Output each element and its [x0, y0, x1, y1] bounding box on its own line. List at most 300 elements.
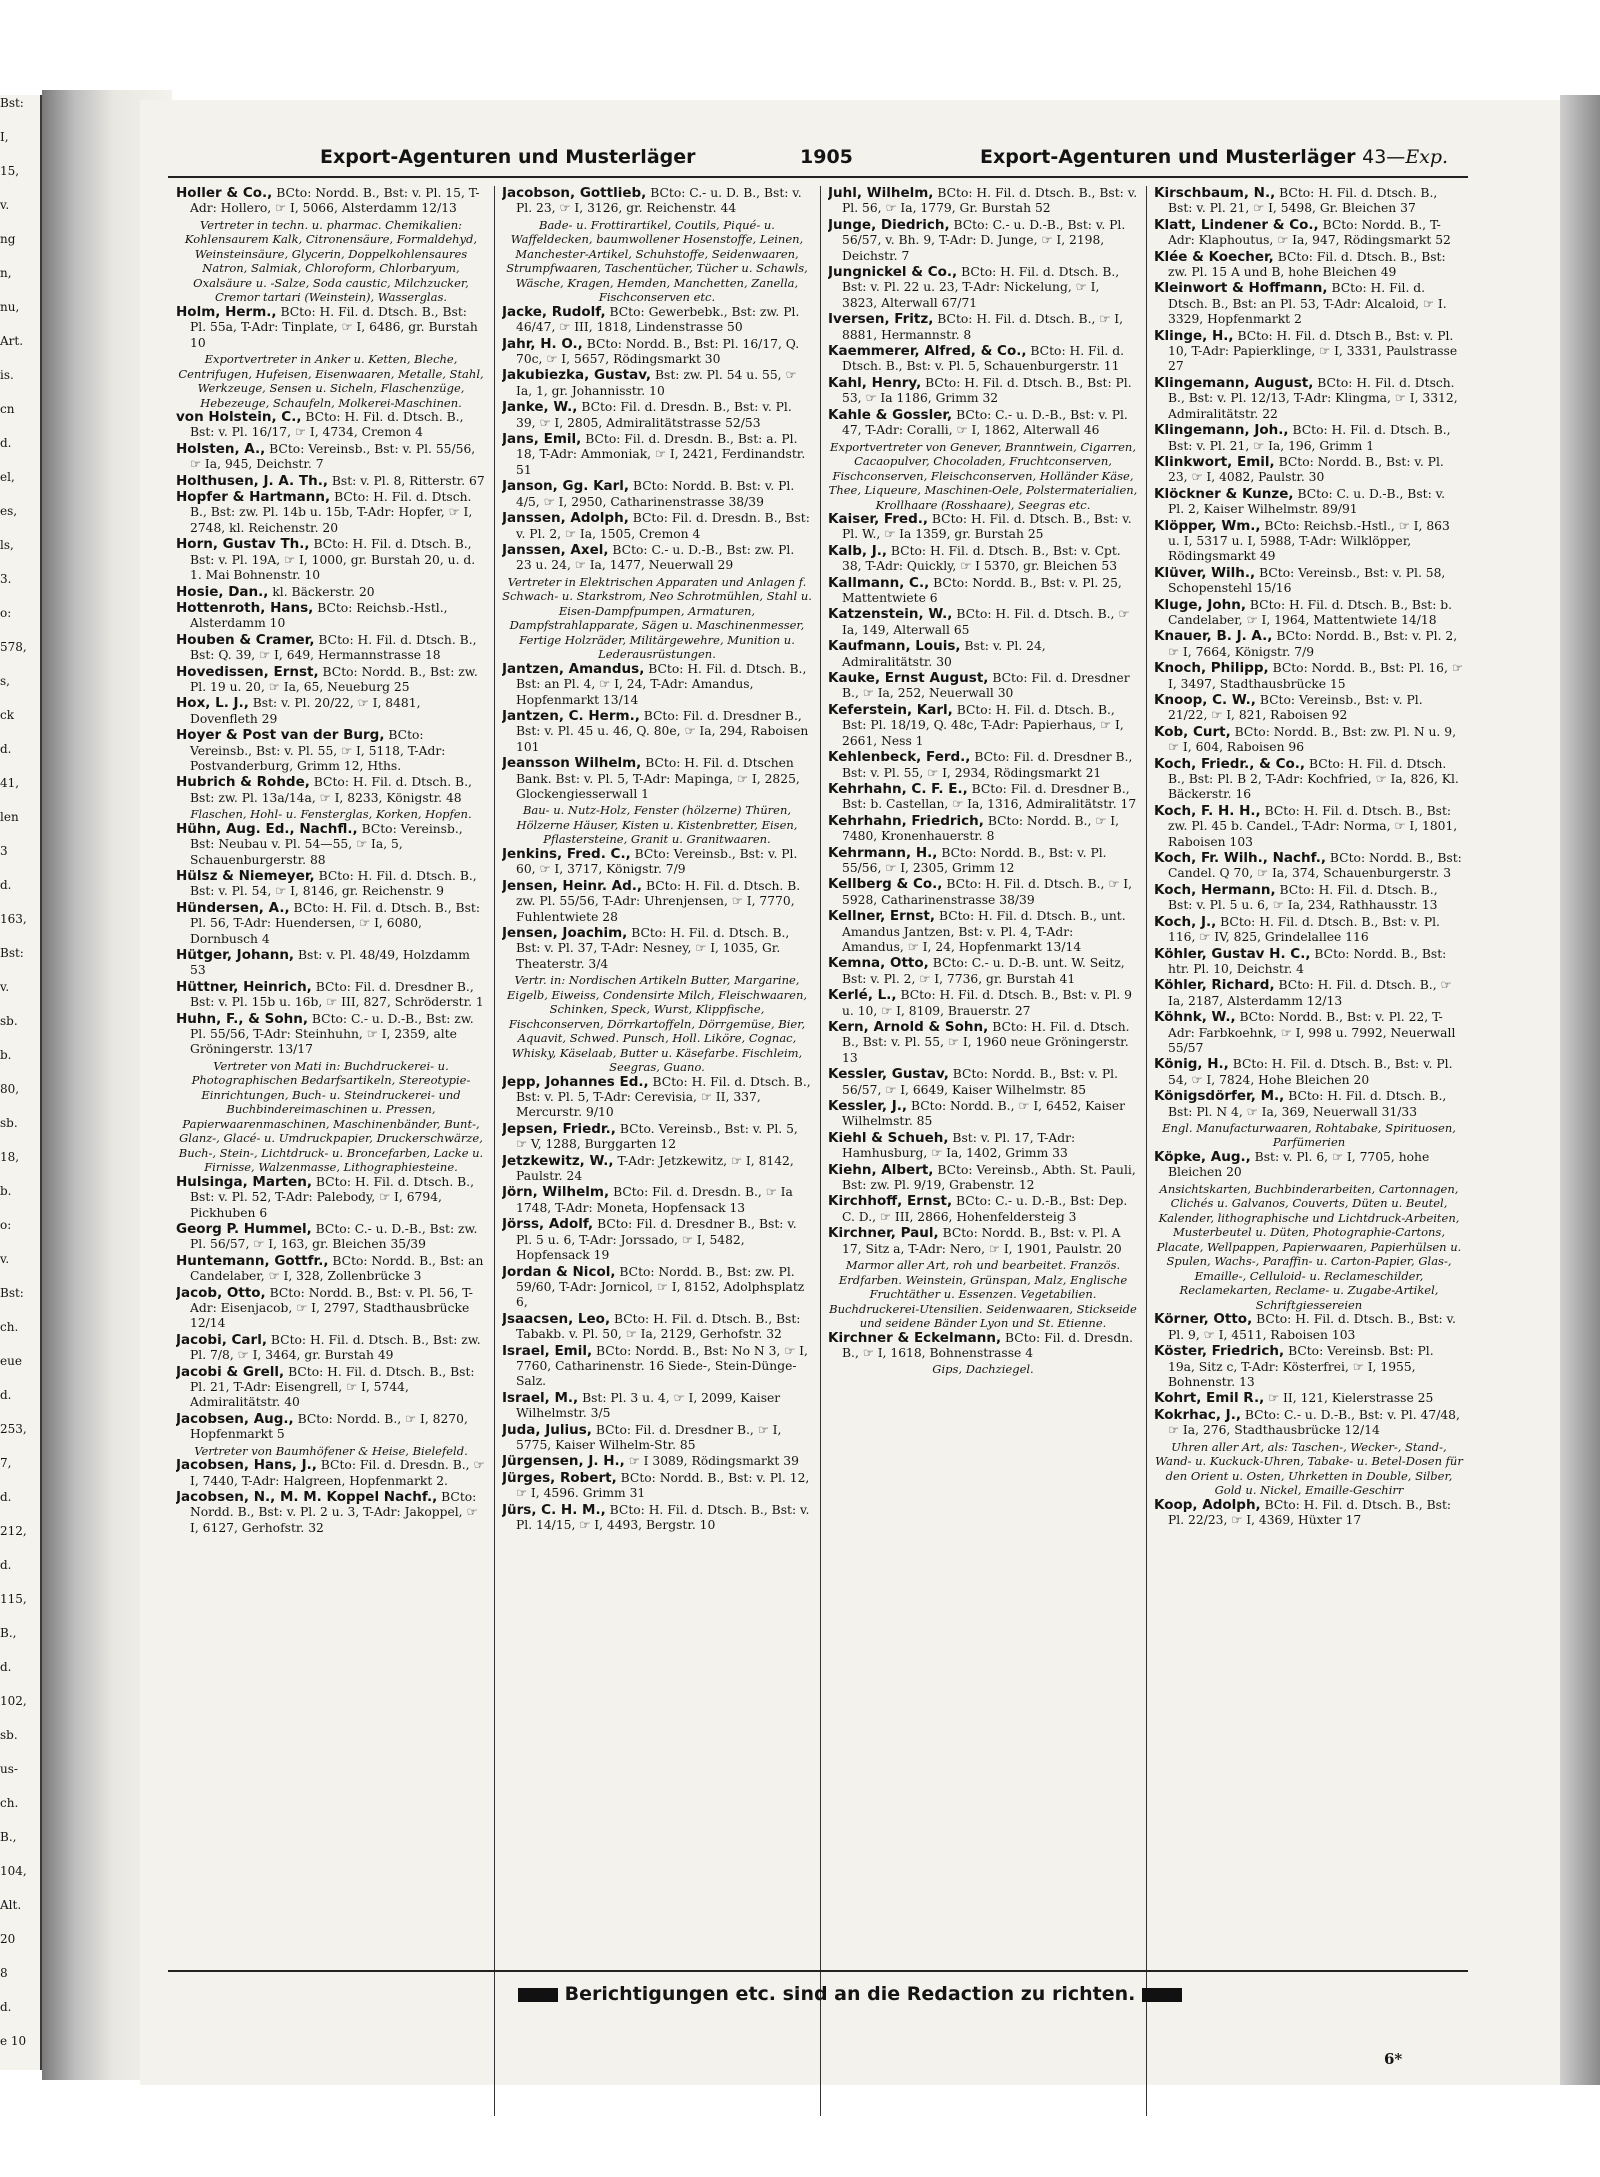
- directory-entry: [176, 1458, 486, 1489]
- directory-entry: [828, 265, 1138, 311]
- directory-entry: [176, 442, 486, 473]
- cut-text-fragment: I,: [0, 130, 9, 144]
- firm-name: Jörn, Wilhelm,: [502, 1184, 610, 1201]
- entry-details: BCto: Nordd. B., Bst: v. Pl. 56, T-Adr: Eisenjacob, ☞ I, 2797, Stadthausbrücke 12/14: [190, 1285, 473, 1331]
- cut-text-fragment: n,: [0, 266, 12, 280]
- entry-details: Bst: v. Pl. 20/22, ☞ I, 8481, Dovenfleth 29: [190, 696, 421, 726]
- entry-details: BCto: Nordd. B., Bst: No N 3, ☞ I, 7760, Catharinenstr. 16 Siede-, Stein-Dünge-Salz.: [516, 1343, 808, 1389]
- entry-details: BCto: Reichsb.-Hstl., Alsterdamm 10: [190, 600, 448, 631]
- entry-details: BCto: C.- u. D.-B., Bst: zw. Pl. 56/57, ☞ I, 163, gr. Bleichen 35/39: [190, 1222, 478, 1252]
- firm-name: Knoch, Philipp,: [1154, 660, 1269, 677]
- entry-details: BCto: H. Fil. d. Dtsch. B., Bst: Pl. 55a, T-Adr: Tinplate, ☞ I, 6486, gr. Burstah 10: [190, 304, 478, 350]
- firm-name: Kehrhahn, Friedrich,: [828, 812, 984, 829]
- directory-entry: [502, 1503, 812, 1534]
- entry-details: BCto: Nordd. B., Bst: v. Pl. 2 u. 3, T-Adr: Jakoppel, ☞ I, 6127, Gerhofstr. 32: [190, 1490, 478, 1535]
- firm-name: Kellner, Ernst,: [828, 908, 936, 925]
- firm-name: Jacke, Rudolf,: [502, 303, 606, 320]
- cut-text-fragment: v.: [0, 198, 10, 212]
- directory-entry: [828, 1099, 1138, 1130]
- cut-text-fragment: 104,: [0, 1864, 27, 1878]
- directory-entry: [828, 639, 1138, 670]
- entry-details: BCto: H. Fil. d. Dtsch. B., Bst: v. Pl. W., ☞ Ia 1359, gr. Burstah 25: [842, 512, 1132, 542]
- entry-details: BCto: Fil. d. Dresdn. B., ☞ Ia 1748, T-Adr: Moneta, Hopfensack 13: [516, 1185, 793, 1215]
- representation-note: Exportvertreter von Genever, Branntwein, Cigarren, Cacaopulver, Chocoladen, Fruchtconserven, Fischconserven, Fleischconserven, Holländer Käse, Thee, Liqueure, Maschinen-Oele, Polstermaterialien, Krollhaare (Rosshaare), Seegras etc.: [828, 439, 1138, 512]
- directory-entry: [828, 1020, 1138, 1066]
- representation-note: Vertr. in: Nordischen Artikeln Butter, Margarine, Eigelb, Eiweiss, Condensirte Milch, Fleischwaaren, Schinken, Speck, Wurst, Klippfische, Fischconserven, Dörrkartoffeln, Dörrgemüse, Bier, Aquavit, Schwed. Punsch, Holl. Liköre, Cognac, Whisky, Käselaab, Butter u. Käsefarbe. Fischleim, Seegras, Guano.: [506, 973, 808, 1075]
- entry-details: BCto: Nordd. B., Bst: v. Pl. 15, T-Adr: Hollero, ☞ I, 5066, Alsterdamm 12/13: [190, 186, 480, 216]
- entry-details: BCto: Fil. d. Dresdner B., Bst: v. Pl. 45 u. 46, Q. 80e, ☞ Ia, 294, Raboisen 101: [516, 708, 809, 754]
- cut-text-fragment: 41,: [0, 776, 20, 790]
- directory-entry: [502, 1075, 812, 1121]
- entry-details: BCto: Fil. d. Dresdn. B., Bst: a. Pl. 18, T-Adr: Ammoniak, ☞ I, 2421, Ferdinandstr. 51: [516, 432, 806, 477]
- cut-text-fragment: 163,: [0, 912, 27, 926]
- directory-entry: [1154, 947, 1464, 978]
- representation-note: Bade- u. Frottirartikel, Coutils, Piqué- u. Waffeldecken, baumwollener Hosenstoffe, Leinen, Manchester-Artikel, Schuhstoffe, Seidenwaaren, Strumpfwaaren, Taschentücher, Tücher u. Schawls, Wäsche, Kragen, Hemden, Manchetten, Zanella, Fischconserven etc.: [506, 217, 808, 305]
- entry-details: BCto: H. Fil. d. Dtsch. B., Bst: Q. 39, ☞ I, 649, Hermannstrasse 18: [190, 632, 477, 663]
- directory-entry: [828, 218, 1138, 264]
- representation-note: Flaschen, Hohl- u. Fensterglas, Korken, Hopfen.: [190, 807, 472, 822]
- directory-entry: [502, 879, 812, 925]
- representation-note: Bau- u. Nutz-Holz, Fenster (hölzerne) Thüren, Hölzerne Häuser, Kisten u. Kistenbretter, Eisen, Pflastersteine, Granit u. Granitwaaren.: [516, 803, 798, 847]
- firm-name: Klatt, Lindener & Co.,: [1154, 216, 1319, 233]
- directory-entry: [1154, 725, 1464, 756]
- firm-name: Hüttner, Heinrich,: [176, 978, 312, 995]
- entry-details: BCto: Nordd. B., T-Adr: Klaphoutus, ☞ Ia, 947, Rödingsmarkt 52: [1168, 217, 1451, 248]
- entry-details: BCto: H. Fil. d. Dtsch. B., Bst: v. Pl. 56, ☞ Ia, 1779, Gr. Burstah 52: [842, 186, 1138, 216]
- entry-details: BCto: H. Fil. d. Dtsch. B., Bst: v. Pl. 37, T-Adr: Nesney, ☞ I, 1035, Gr. Theaterstr. 3/4: [516, 925, 790, 971]
- firm-name: Hosie, Dan.,: [176, 583, 269, 600]
- entry-details: BCto: Nordd. B., ☞ I, 6452, Kaiser Wilhelmstr. 85: [842, 1099, 1126, 1129]
- cut-text-fragment: 3: [0, 844, 8, 858]
- entry-details: BCto: Fil. d. Dresdn. B., Bst: v. Pl. 2, ☞ Ia, 1505, Cremon 4: [516, 511, 810, 541]
- cut-text-fragment: Alt.: [0, 1898, 22, 1912]
- firm-name: Köster, Friedrich,: [1154, 1343, 1285, 1360]
- page-top-margin: [0, 0, 1600, 80]
- entry-details: BCto: H. Fil. d. Dtsch. B., Bst: Pl. 22/23, ☞ I, 4369, Hüxter 17: [1168, 1497, 1452, 1527]
- firm-name: Jürges, Robert,: [502, 1469, 617, 1486]
- directory-entry: [176, 1175, 486, 1221]
- entry-details: BCto: H. Fil. d. Dtsch. B., Bst: v. Cpt. 38, T-Adr: Quickly, ☞ I 5370, gr. Bleichen 53: [842, 543, 1121, 574]
- header-right: [980, 146, 1448, 168]
- firm-name: Jacobson, Gottlieb,: [502, 186, 647, 201]
- firm-name: Holler & Co.,: [176, 186, 273, 201]
- firm-name: Königsdörfer, M.,: [1154, 1088, 1285, 1105]
- firm-name: Jantzen, C. Herm.,: [502, 707, 640, 724]
- cut-text-fragment: cn: [0, 402, 15, 416]
- entry-details: BCto: H. Fil. d. Dtsch. B., Bst: v. Pl. 19A, ☞ I, 1000, gr. Burstah 20, u. d. 1. Mai Bohnenstr. 10: [190, 537, 476, 583]
- firm-name: Hündersen, A.,: [176, 899, 290, 916]
- pointing-hand-left-icon: [518, 1988, 558, 2002]
- previous-page-edge: [0, 95, 42, 2070]
- firm-name: Kahl, Henry,: [828, 374, 922, 391]
- directory-entry: [1154, 1408, 1464, 1439]
- directory-entry: [1154, 376, 1464, 422]
- firm-name: Knauer, B. J. A.,: [1154, 628, 1273, 645]
- entry-details: BCto: Nordd. B., ☞ I, 7480, Kronenhauerstr. 8: [842, 813, 1119, 844]
- entry-details: BCto: Vereinsb., Bst: Neubau v. Pl. 54—55, ☞ Ia, 5, Schauenburgerstr. 88: [190, 821, 463, 867]
- firm-name: Köhler, Richard,: [1154, 977, 1275, 994]
- directory-entry: [828, 376, 1138, 407]
- directory-entry: [502, 337, 812, 368]
- firm-name: Holm, Herm.,: [176, 303, 277, 320]
- firm-name: Keferstein, Karl,: [828, 701, 953, 718]
- directory-entry: [1154, 250, 1464, 281]
- entry-details: BCto: H. Fil. d. Dtsch. B., Bst: an Pl. 53, T-Adr: Alcaloid, ☞ I. 3329, Hopfenmarkt 2: [1168, 281, 1447, 327]
- entry-details: Bst: v. Pl. 6, ☞ I, 7705, hohe Bleichen 20: [1168, 1149, 1430, 1180]
- cut-text-fragment: el,: [0, 470, 15, 484]
- directory-entry: [828, 956, 1138, 987]
- entry-details: BCto: Fil. d. Dresdn. B., ☞ I, 7440, T-Adr: Halgreen, Hopfenmarkt 2.: [190, 1458, 485, 1488]
- entry-details: BCto: C. u. D.-B., Bst: v. Pl. 2, Kaiser Wilhelmstr. 89/91: [1168, 486, 1446, 517]
- entry-details: BCto: Vereinsb., Bst: v. Pl. 60, ☞ I, 3717, Königstr. 7/9: [516, 846, 798, 877]
- directory-entry: [1154, 566, 1464, 597]
- firm-name: Hütger, Johann,: [176, 946, 295, 963]
- firm-name: Kessler, Gustav,: [828, 1066, 949, 1083]
- entry-details: BCto: Vereinsb., Bst: v. Pl. 21/22, ☞ I, 821, Raboisen 92: [1168, 693, 1423, 723]
- directory-entry: [176, 948, 486, 979]
- cut-text-fragment: ng: [0, 232, 16, 246]
- entry-details: BCto: Fil. d. Dresdner B., ☞ I, 5775, Kaiser Wilhelm-Str. 85: [516, 1422, 782, 1452]
- entry-details: BCto: H. Fil. d. Dtschen Bank. Bst: v. Pl. 5, T-Adr: Mapinga, ☞ I, 2825, Glockengiesserwall 1: [516, 756, 800, 801]
- entry-details: BCto: C.- u. D.-B., Bst: zw. Pl. 23 u. 24, ☞ Ia, 1477, Neuerwall 29: [516, 542, 795, 573]
- directory-entry: [176, 1490, 486, 1536]
- firm-name: Koop, Adolph,: [1154, 1496, 1261, 1513]
- firm-name: Koch, Friedr., & Co.,: [1154, 755, 1306, 772]
- firm-name: Georg P. Hummel,: [176, 1221, 312, 1237]
- directory-entry: [1154, 1391, 1464, 1406]
- firm-name: Klingemann, August,: [1154, 374, 1314, 391]
- firm-name: von Holstein, C.,: [176, 409, 302, 426]
- entry-details: BCto: Nordd. B., Bst: v. Pl. 55/56, ☞ I, 2305, Grimm 12: [842, 845, 1107, 875]
- entry-details: BCto: H. Fil. d. Dtsch. B., Bst: Tabakb. v. Pl. 50, ☞ Ia, 2129, Gerhofstr. 32: [516, 1311, 801, 1342]
- cut-text-fragment: nu,: [0, 300, 20, 314]
- directory-entry: [828, 909, 1138, 955]
- header-section-abbr: Exp.: [1405, 146, 1449, 168]
- directory-entry: [828, 544, 1138, 575]
- directory-entry: [176, 822, 486, 868]
- directory-entry: [502, 543, 812, 574]
- entry-details: BCto: H. Fil. d. Dtsch. B., ☞ I, 8881, Hermannstr. 8: [842, 312, 1123, 342]
- cut-text-fragment: 102,: [0, 1694, 27, 1708]
- firm-name: Jensen, Joachim,: [502, 924, 628, 941]
- firm-name: Iversen, Fritz,: [828, 311, 934, 328]
- cut-text-fragment: 20: [0, 1932, 16, 1946]
- directory-entry: [828, 1163, 1138, 1194]
- firm-name: Kluge, John,: [1154, 596, 1246, 613]
- directory-entry: [828, 671, 1138, 702]
- cut-text-fragment: ch.: [0, 1320, 19, 1334]
- entry-details: BCto: Gewerbebk., Bst: zw. Pl. 46/47, ☞ III, 1818, Lindenstrasse 50: [516, 304, 800, 335]
- directory-entry: [1154, 1344, 1464, 1390]
- cut-text-fragment: v.: [0, 980, 10, 994]
- entry-details: BCto: H. Fil. d. Dtsch. B., Bst: b. Candelaber, ☞ I, 1964, Mattentwiete 14/18: [1168, 597, 1453, 627]
- directory-entry: [828, 782, 1138, 813]
- column-divider: [494, 186, 495, 2116]
- firm-name: Kokrhac, J.,: [1154, 1406, 1241, 1423]
- header-page-number: 43—: [1362, 146, 1406, 168]
- directory-entry: [1154, 883, 1464, 914]
- entry-details: BCto: Fil. d. Dresdner B., Bst: v. Pl. 15b u. 16b, ☞ III, 827, Schröderstr. 1: [190, 979, 484, 1010]
- firm-name: Kaufmann, Louis,: [828, 638, 961, 655]
- cut-text-fragment: d.: [0, 1388, 12, 1402]
- footer-rule: [168, 1970, 1468, 1972]
- directory-column-4: [1154, 186, 1464, 2086]
- header-left-title: Export-Agenturen und Musterläger: [320, 146, 696, 168]
- footer-text: Berichtigungen etc. sind an die Redaction zu richten.: [564, 1983, 1136, 2005]
- directory-entry: [1154, 598, 1464, 629]
- cut-text-fragment: Bst:: [0, 96, 24, 110]
- directory-entry: [1154, 915, 1464, 946]
- header-right-title: Export-Agenturen und Musterläger: [980, 146, 1356, 168]
- cut-text-fragment: d.: [0, 436, 12, 450]
- directory-entry: [828, 607, 1138, 638]
- firm-name: Jahr, H. O.,: [502, 335, 583, 352]
- representation-note: Vertreter in techn. u. pharmac. Chemikalien: Kohlensaurem Kalk, Citronensäure, Formaldehyd, Weinsteinsäure, Glycerin, Doppelkohlensaures Natron, Salmiak, Chloroform, Chlorbaryum, Oxalsäure u. -Salze, Soda caustic, Milchzucker, Cremor tartari (Weinstein), Wasserglas.: [184, 217, 478, 305]
- firm-name: Kob, Curt,: [1154, 723, 1231, 740]
- directory-entry: [176, 1333, 486, 1364]
- entry-details: BCto: H. Fil. d. Dtsch. B., Bst: v. Pl. 5 u. 6, ☞ Ia, 234, Rathhausstr. 13: [1168, 882, 1438, 913]
- directory-entry: [1154, 487, 1464, 518]
- firm-name: Jacobi, Carl,: [176, 1331, 267, 1348]
- firm-name: Köhler, Gustav H. C.,: [1154, 945, 1311, 962]
- firm-name: Koch, J.,: [1154, 913, 1217, 930]
- representation-note: Exportvertreter in Anker u. Ketten, Bleche, Centrifugen, Hufeisen, Eisenwaaren, Metalle, Stahl, Werkzeuge, Sensen u. Sicheln, Flaschenzüge, Hebezeuge, Schaufeln, Molkerei-Maschinen.: [178, 352, 484, 410]
- directory-entry: [502, 847, 812, 878]
- cut-text-fragment: B.,: [0, 1626, 17, 1640]
- directory-entry: [828, 1226, 1138, 1257]
- firm-name: Kahle & Gossler,: [828, 406, 953, 423]
- directory-entry: [828, 750, 1138, 781]
- directory-entry: [1154, 629, 1464, 660]
- firm-name: Jakubiezka, Gustav,: [502, 367, 652, 384]
- firm-name: Koch, Fr. Wilh., Nachf.,: [1154, 850, 1326, 867]
- entry-details: BCto: H. Fil. d. Dtsch. B., Bst: Pl. B 2, T-Adr: Kochfried, ☞ Ia, 826, Kl. Bäckerstr. 16: [1168, 756, 1459, 802]
- cut-text-fragment: Bst:: [0, 1286, 24, 1300]
- representation-note: Marmor aller Art, roh und bearbeitet. Französ. Erdfarben. Weinstein, Grünspan, Malz, Englische Fruchtäther u. Essenzen. Vegetabilien. Buchdruckerei-Utensilien. Seidenwaaren, Stickseide und seidene Bänder Lyon und St. Etienne.: [829, 1258, 1137, 1331]
- entry-details: BCto: H. Fil. d. Dtsch. B., Bst: zw. Pl. 14b u. 15b, T-Adr: Hopfer, ☞ I, 2748, kl. Reichenstr. 20: [190, 490, 473, 535]
- cut-text-fragment: d.: [0, 878, 12, 892]
- entry-details: BCto: H. Fil. d. Dtsch. B., Bst: an Pl. 4, ☞ I, 24, T-Adr: Amandus, Hopfenmarkt 13/14: [516, 661, 807, 707]
- directory-entry: [1154, 186, 1464, 217]
- entry-details: Bst: v. Pl. 8, Ritterstr. 67: [331, 473, 485, 488]
- directory-entry: [176, 1222, 486, 1253]
- entry-details: BCto. Vereinsb., Bst: v. Pl. 5, ☞ V, 1288, Burggarten 12: [516, 1121, 798, 1152]
- firm-name: Kaemmerer, Alfred, & Co.,: [828, 343, 1027, 360]
- directory-entry: [502, 662, 812, 708]
- directory-entry: [1154, 329, 1464, 375]
- entry-details: T-Adr: Jetzkewitz, ☞ I, 8142, Paulstr. 24: [516, 1153, 794, 1184]
- directory-entry: [828, 186, 1138, 217]
- firm-name: Klingemann, Joh.,: [1154, 422, 1289, 439]
- firm-name: Horn, Gustav Th.,: [176, 536, 310, 553]
- firm-name: Huntemann, Gottfr.,: [176, 1252, 329, 1269]
- cut-text-fragment: ls,: [0, 538, 14, 552]
- entry-details: BCto: Vereinsb., Abth. St. Pauli, Bst: zw. Pl. 9/19, Grabenstr. 12: [842, 1162, 1136, 1193]
- directory-entry: [176, 1012, 486, 1058]
- directory-entry: [1154, 423, 1464, 454]
- firm-name: Hottenroth, Hans,: [176, 599, 314, 616]
- entry-details: BCto: Nordd. B., Bst: v. Pl. 2, ☞ I, 7664, Königstr. 7/9: [1168, 629, 1458, 659]
- firm-name: Köpke, Aug.,: [1154, 1148, 1251, 1165]
- entry-details: BCto: H. Fil. d. Dtsch B., Bst: v. Pl. 10, T-Adr: Papierklinge, ☞ I, 3331, Paulstrasse 27: [1168, 328, 1458, 374]
- firm-name: Koch, F. H. H.,: [1154, 802, 1261, 819]
- firm-name: Jetzkewitz, W.,: [502, 1152, 614, 1169]
- entry-details: BCto: Vereinsb., Bst: v. Pl. 55/56, ☞ Ia, 945, Deichstr. 7: [190, 441, 476, 472]
- directory-entry: [176, 728, 486, 774]
- entry-details: BCto: H. Fil. d. Dtsch. B., Bst: zw. Pl. 13a/14a, ☞ I, 8233, Königstr. 48: [190, 775, 472, 805]
- cut-text-fragment: v.: [0, 1252, 10, 1266]
- entry-details: BCto: Fil. d. Dresdn. B., Bst: v. Pl. 39, ☞ I, 2805, Admiralitätstrasse 52/53: [516, 400, 792, 430]
- entry-details: Bst: v. Pl. 24, Admiralitätstr. 30: [842, 639, 1046, 669]
- directory-entry: [176, 537, 486, 583]
- cut-text-fragment: sb.: [0, 1116, 18, 1130]
- directory-entry: [176, 633, 486, 664]
- directory-entry: [828, 1131, 1138, 1162]
- entry-details: BCto: H. Fil. d. Dtsch. B., Bst: zw. Pl. 45 b. Candel., T-Adr: Norma, ☞ I, 1801, Raboisen 103: [1168, 803, 1458, 849]
- entry-details: BCto: Vereinsb., Bst: v. Pl. 55, ☞ I, 5118, T-Adr: Postvanderburg, Grimm 12, Hths.: [190, 728, 446, 773]
- directory-entry: [502, 1391, 812, 1422]
- directory-entry: [502, 1454, 812, 1469]
- entry-details: BCto: Nordd. B., Bst: zw. Pl. 19 u. 20, ☞ Ia, 65, Neueburg 25: [190, 664, 478, 694]
- cut-text-fragment: d.: [0, 2000, 12, 2014]
- directory-entry: [176, 186, 486, 217]
- directory-entry: [1154, 218, 1464, 249]
- column-divider: [1146, 186, 1147, 2116]
- directory-entry: [1154, 978, 1464, 1009]
- entry-details: BCto: H. Fil. d. Dtsch. B., Bst: v. Pl. 116, ☞ IV, 825, Grindelallee 116: [1168, 914, 1440, 945]
- entry-details: BCto: Nordd. B., Bst: v. Pl. 25, Mattentwiete 6: [842, 575, 1122, 606]
- firm-name: Janson, Gg. Karl,: [502, 478, 630, 495]
- firm-name: Kessler, J.,: [828, 1098, 908, 1115]
- firm-name: Kleinwort & Hoffmann,: [1154, 280, 1328, 297]
- entry-details: Bst: Pl. 3 u. 4, ☞ I, 2099, Kaiser Wilhelmstr. 3/5: [516, 1390, 781, 1421]
- firm-name: Jepp, Johannes Ed.,: [502, 1073, 649, 1090]
- entry-details: BCto: Vereinsb. Bst: Pl. 19a, Sitz c, T-Adr: Kösterfrei, ☞ I, 1955, Bohnenstr. 13: [1168, 1344, 1434, 1389]
- entry-details: BCto: Nordd. B., Bst: v. Pl. 23, ☞ I, 4082, Paulstr. 30: [1168, 454, 1444, 485]
- entry-details: BCto: H. Fil. d. Dtsch. B., Bst: v. Pl. 21, ☞ Ia, 196, Grimm 1: [1168, 423, 1451, 453]
- firm-name: Janssen, Axel,: [502, 541, 609, 558]
- entry-details: Bst: v. Pl. 48/49, Holzdamm 53: [190, 947, 470, 978]
- entry-details: BCto: H. Fil. d. Dtsch. B., Bst: v. Pl. 9, ☞ I, 4511, Raboisen 103: [1168, 1312, 1456, 1342]
- firm-name: Jenkins, Fred. C.,: [502, 845, 631, 862]
- entry-details: BCto: Fil. d. Dresdner B., Bst: v. Pl. 5 u. 6, T-Adr: Jorssado, ☞ I, 5482, Hopfensack 19: [516, 1217, 797, 1263]
- directory-entry: [502, 432, 812, 478]
- running-header: [320, 146, 1470, 172]
- directory-entry: [502, 1122, 812, 1153]
- cut-text-fragment: B.,: [0, 1830, 17, 1844]
- representation-note: Engl. Manufacturwaaren, Rohtabake, Spirituosen, Parfümerien: [1162, 1120, 1456, 1150]
- directory-entry: [502, 1265, 812, 1311]
- directory-entry: [828, 1331, 1138, 1362]
- entry-details: BCto: Nordd. B., Bst: Pl. 16/17, Q. 70c, ☞ I, 5657, Rödingsmarkt 30: [516, 336, 800, 367]
- entry-details: BCto: Fil. d. Dresdn. B., ☞ I, 1618, Bohnenstrasse 4: [842, 1330, 1134, 1360]
- directory-entry: [828, 703, 1138, 749]
- firm-name: Jacob, Otto,: [176, 1284, 266, 1301]
- entry-details: BCto: H. Fil. d. Dtsch. B., Bst: v. Pl. 9 u. 10, ☞ I, 8109, Brauerstr. 27: [842, 988, 1132, 1018]
- directory-entry: [176, 601, 486, 632]
- firm-name: Kemna, Otto,: [828, 955, 929, 972]
- entry-details: BCto: Nordd. B., Bst: v. Pl. 56/57, ☞ I, 6649, Kaiser Wilhelmstr. 85: [842, 1067, 1118, 1097]
- cut-text-fragment: Art.: [0, 334, 24, 348]
- firm-name: Knoop, C. W.,: [1154, 692, 1256, 708]
- cut-text-fragment: d.: [0, 1660, 12, 1674]
- directory-entry: [828, 1067, 1138, 1098]
- entry-details: BCto: Vereinsb., Bst: v. Pl. 58, Schopenstehl 15/16: [1168, 565, 1446, 596]
- firm-name: Jepsen, Friedr.,: [502, 1120, 616, 1137]
- firm-name: Jörss, Adolf,: [502, 1216, 594, 1233]
- entry-details: BCto: H. Fil. d. Dtsch. B., Bst: v. Pl. 5, Schauenburgerstr. 11: [842, 344, 1125, 374]
- directory-entry: [176, 490, 486, 536]
- entry-details: BCto: Nordd. B., Bst: htr. Pl. 10, Deichstr. 4: [1168, 946, 1447, 976]
- representation-note: Vertreter in Elektrischen Apparaten und Anlagen f. Schwach- u. Starkstrom, Neo Schrotmühlen, Stahl u. Eisen-Dampfpumpen, Armaturen, Dampfstrahlapparate, Sägen u. Maschinenmesser, Fertige Holzräder, Militärgewehre, Munition u. Lederausrüstungen.: [502, 574, 812, 662]
- cut-text-fragment: es,: [0, 504, 18, 518]
- directory-entry: [176, 474, 486, 489]
- entry-details: BCto: Reichsb.-Hstl., ☞ I, 863 u. I, 5317 u. I, 5988, T-Adr: Wilklöpper, Rödingsmarkt 49: [1168, 518, 1450, 564]
- cut-text-fragment: 3.: [0, 572, 12, 586]
- directory-entry: [828, 576, 1138, 607]
- entry-details: BCto: H. Fil. d. Dtsch. B., ☞ I, 5928, Catharinenstrasse 38/39: [842, 877, 1133, 907]
- firm-name: Israel, Emil,: [502, 1342, 593, 1359]
- firm-name: Jans, Emil,: [502, 431, 582, 448]
- directory-column-2: [502, 186, 812, 2086]
- entry-details: ☞ I 3089, Rödingsmarkt 39: [628, 1454, 799, 1469]
- firm-name: Kirchner, Paul,: [828, 1225, 939, 1242]
- directory-entry: [1154, 1150, 1464, 1181]
- firm-name: Kallmann, C.,: [828, 574, 930, 591]
- entry-details: BCto: H. Fil. d. Dtsch. B., Bst: Pl. 18/19, Q. 48c, T-Adr: Papierhaus, ☞ I, 2661, Ness 1: [842, 702, 1124, 748]
- entry-details: ☞ II, 121, Kielerstrasse 25: [1268, 1391, 1434, 1406]
- directory-entry: [1154, 1010, 1464, 1056]
- directory-entry: [502, 1344, 812, 1390]
- cut-text-fragment: 80,: [0, 1082, 20, 1096]
- directory-entry: [502, 186, 812, 217]
- directory-column-3: [828, 186, 1138, 2086]
- firm-name: Hovedissen, Ernst,: [176, 663, 319, 680]
- header-rule: [168, 176, 1468, 178]
- directory-entry: [502, 400, 812, 431]
- firm-name: Juda, Julius,: [502, 1421, 592, 1438]
- directory-entry: [176, 585, 486, 600]
- firm-name: Klöpper, Wm.,: [1154, 517, 1261, 534]
- directory-entry: [828, 846, 1138, 877]
- entry-details: BCto: H. Fil. d. Dtsch. B. zw. Pl. 55/56, T-Adr: Uhrenjensen, ☞ I, 7770, Fuhlentwiete 28: [516, 878, 801, 924]
- entry-details: BCto: H. Fil. d. Dtsch. B., Bst: zw. Pl. 7/8, ☞ I, 3464, gr. Burstah 49: [190, 1332, 481, 1363]
- entry-details: BCto: Fil. d. Dresdner B., Bst: v. Pl. 55, ☞ I, 2934, Rödingsmarkt 21: [842, 750, 1133, 780]
- entry-details: BCto: H. Fil. d. Dtsch. B., Bst: v. Pl. 5, T-Adr: Cerevisia, ☞ II, 337, Mercurstr. 9/10: [516, 1074, 811, 1120]
- entry-details: BCto: Nordd. B., Bst: an Candelaber, ☞ I, 328, Zollenbrücke 3: [190, 1253, 484, 1284]
- entry-details: BCto: H. Fil. d. Dtsch. B., Bst: Pl. 21, T-Adr: Eisengrell, ☞ I, 5744, Admiralitätstr. 40: [190, 1364, 475, 1410]
- firm-name: Hühn, Aug. Ed., Nachfl.,: [176, 820, 358, 837]
- firm-name: Kehlenbeck, Ferd.,: [828, 749, 971, 766]
- firm-name: Houben & Cramer,: [176, 631, 315, 648]
- directory-entry: [502, 1185, 812, 1216]
- entry-details: BCto: Nordd. B., Bst: Candel. Q 70, ☞ Ia, 374, Schauenburgerstr. 3: [1168, 851, 1462, 881]
- entry-details: BCto: Nordd. B., Bst: v. Pl. 22, T-Adr: Farbkoehnk, ☞ I, 998 u. 7992, Neuerwall 55/57: [1168, 1010, 1456, 1055]
- cut-text-fragment: b.: [0, 1048, 12, 1062]
- representation-note: Ansichtskarten, Buchbinderarbeiten, Cartonnagen, Clichés u. Galvanos, Couverts, Düten u. Beutel, Kalender, lithographische und Lichtdruck-Arbeiten, Musterbeutel u. Düten, Photographie-Cartons, Placate, Wellpappen, Papierwaaren, Papierhülsen u. Spulen, Wachs-, Paraffin- u. Carton-Papier, Glas-, Emaille-, Celluloid- u. Reclameschilder, Reclamekarten, Reclame- u. Zugabe-Artikel, Schriftgiessereien: [1156, 1181, 1462, 1312]
- cut-text-fragment: e 10: [0, 2034, 27, 2048]
- entry-details: BCto: Nordd. B., Bst: v. Pl. 12, ☞ I, 4596. Grimm 31: [516, 1470, 810, 1501]
- entry-details: BCto: Nordd. B. Bst: v. Pl. 4/5, ☞ I, 2950, Catharinenstrasse 38/39: [516, 479, 795, 509]
- firm-name: Hoyer & Post van der Burg,: [176, 727, 385, 744]
- directory-entry: [1154, 1498, 1464, 1529]
- firm-name: Katzenstein, W.,: [828, 606, 953, 623]
- entry-details: BCto: H. Fil. d. Dtsch. B., unt. Amandus Jantzen, Bst: v. Pl. 4, T-Adr: Amandus, ☞ I, 24, Hopfenmarkt 13/14: [842, 909, 1126, 954]
- directory-entry: [502, 1154, 812, 1185]
- directory-entry: [1154, 804, 1464, 850]
- entry-details: BCto: C.- u. D.-B., Bst: zw. Pl. 55/56, T-Adr: Steinhuhn, ☞ I, 2359, alte Gröningerstr. 13/17: [190, 1011, 474, 1057]
- directory-entry: [828, 988, 1138, 1019]
